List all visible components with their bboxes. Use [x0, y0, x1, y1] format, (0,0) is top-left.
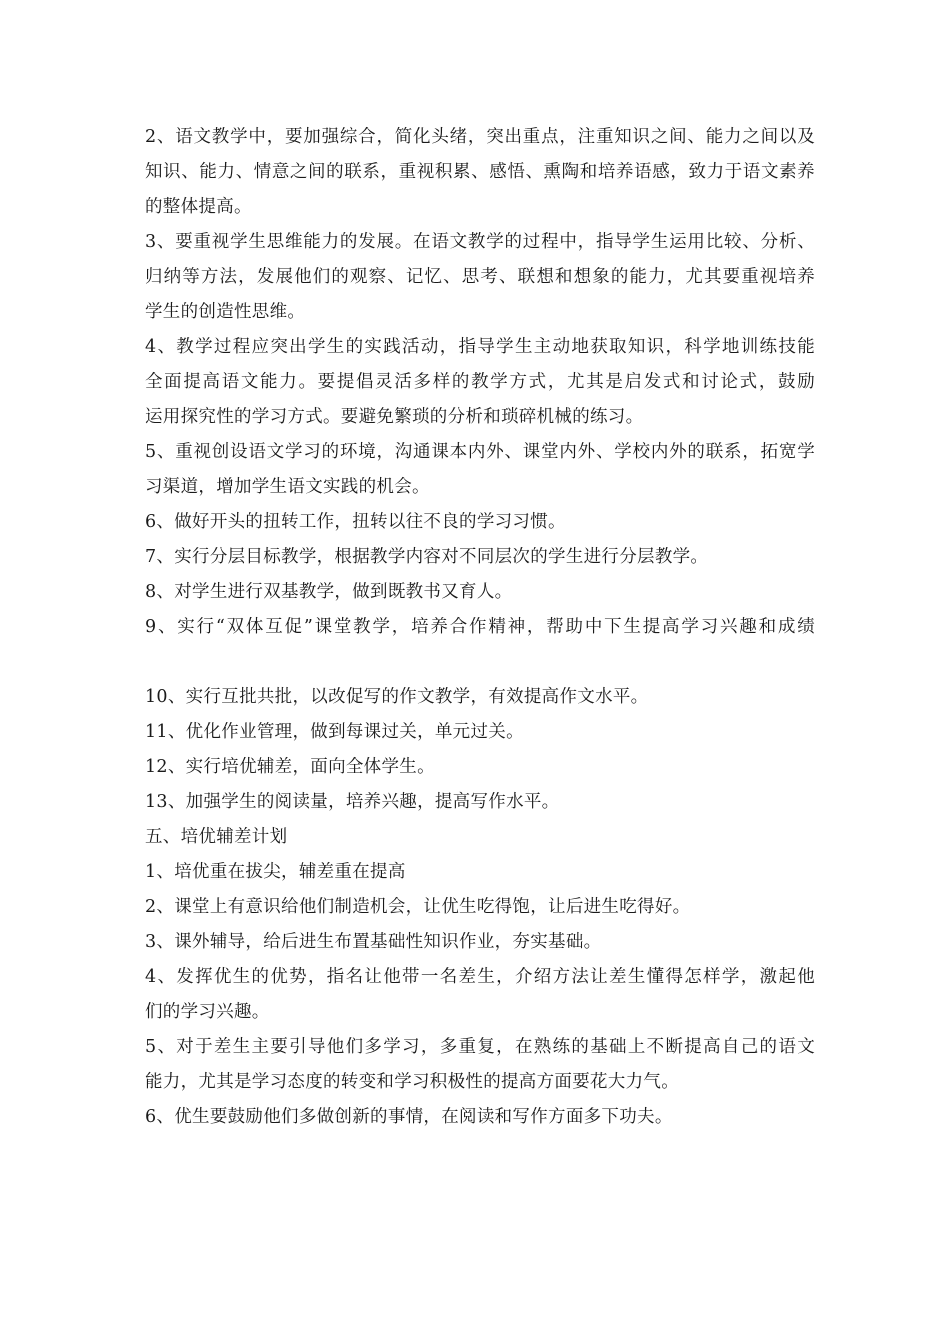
- text-line: 1、培优重在拔尖，辅差重在提高: [145, 862, 406, 882]
- text-line: 全面提高语文能力。要提倡灵活多样的教学方式，尤其是启发式和讨论式，鼓励: [145, 372, 815, 392]
- text-line: 5、对于差生主要引导他们多学习，多重复，在熟练的基础上不断提高自己的语文: [145, 1037, 815, 1057]
- text-line: 7、实行分层目标教学，根据教学内容对不同层次的学生进行分层教学。: [145, 547, 709, 567]
- text-line: 12、实行培优辅差，面向全体学生。: [145, 757, 435, 777]
- text-line: 习渠道，增加学生语文实践的机会。: [145, 477, 430, 497]
- text-line: 们的学习兴趣。: [145, 1002, 270, 1022]
- text-line: 2、语文教学中，要加强综合，简化头绪，突出重点，注重知识之间、能力之间以及: [145, 127, 815, 147]
- text-line: 五、培优辅差计划: [145, 827, 288, 847]
- document-body: [145, 120, 815, 1135]
- text-line: 13、加强学生的阅读量，培养兴趣，提高写作水平。: [145, 792, 560, 812]
- text-line: 9、实行“双体互促”课堂教学，培养合作精神，帮助中下生提高学习兴趣和成绩: [145, 617, 815, 637]
- text-line: 归纳等方法，发展他们的观察、记忆、思考、联想和想象的能力，尤其要重视培养: [145, 267, 815, 287]
- text-line: 知识、能力、情意之间的联系，重视积累、感悟、熏陶和培养语感，致力于语文素养: [145, 162, 815, 182]
- text-line: 运用探究性的学习方式。要避免繁琐的分析和琐碎机械的练习。: [145, 407, 644, 427]
- text-line: 8、对学生进行双基教学，做到既教书又育人。: [145, 582, 513, 602]
- text-line: 3、课外辅导，给后进生布置基础性知识作业，夯实基础。: [145, 932, 602, 952]
- text-line: 2、课堂上有意识给他们制造机会，让优生吃得饱，让后进生吃得好。: [145, 897, 691, 917]
- text-line: 学生的创造性思维。: [145, 302, 306, 322]
- text-line: 能力，尤其是学习态度的转变和学习积极性的提高方面要花大力气。: [145, 1072, 679, 1092]
- text-line: 5、重视创设语文学习的环境，沟通课本内外、课堂内外、学校内外的联系，拓宽学: [145, 442, 815, 462]
- text-line: 10、实行互批共批，以改促写的作文教学，有效提高作文水平。: [145, 687, 649, 707]
- text-line: 3、要重视学生思维能力的发展。在语文教学的过程中，指导学生运用比较、分析、: [145, 232, 815, 252]
- text-line: 11、优化作业管理，做到每课过关，单元过关。: [145, 722, 524, 742]
- text-line: 的整体提高。: [145, 197, 252, 217]
- blank-line: [145, 645, 815, 680]
- text-line: 4、发挥优生的优势，指名让他带一名差生，介绍方法让差生懂得怎样学，激起他: [145, 967, 815, 987]
- text-line: 6、优生要鼓励他们多做创新的事情，在阅读和写作方面多下功夫。: [145, 1107, 673, 1127]
- text-line: 4、教学过程应突出学生的实践活动，指导学生主动地获取知识，科学地训练技能: [145, 337, 815, 357]
- text-line: 6、做好开头的扭转工作，扭转以往不良的学习习惯。: [145, 512, 566, 532]
